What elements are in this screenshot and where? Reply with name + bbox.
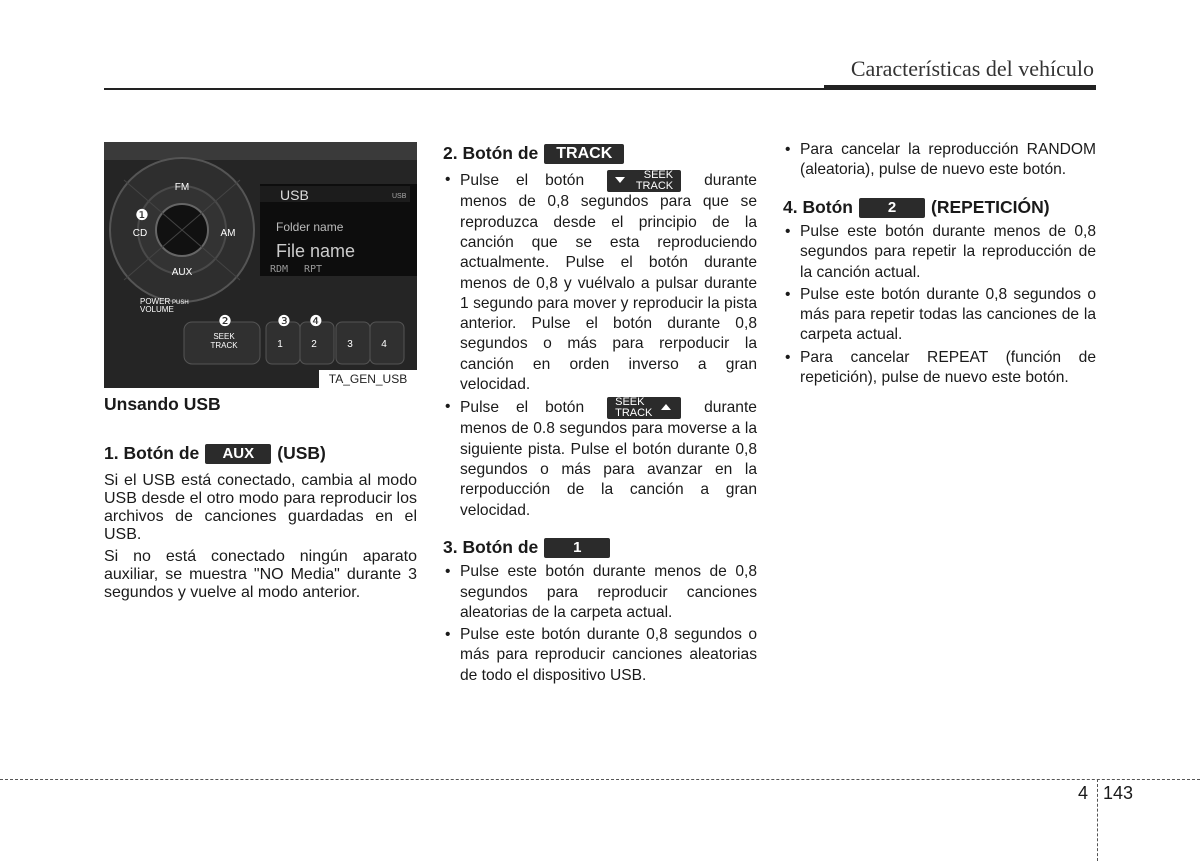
section-heading-track — [443, 143, 757, 164]
photo-caption: TA_GEN_USB — [319, 370, 417, 388]
seek-up-button-badge: SEEK TRACK — [607, 397, 681, 419]
footer-divider — [1097, 779, 1098, 861]
svg-text:POWER: POWER — [140, 297, 171, 306]
bullet-list — [443, 170, 757, 520]
page-title: Características del vehículo — [850, 56, 1094, 81]
svg-text:❶: ❶ — [135, 206, 149, 224]
heading-suffix: (REPETICIÓN) — [931, 196, 1050, 217]
track-button-badge: TRACK — [544, 144, 624, 164]
svg-text:AUX: AUX — [171, 267, 193, 278]
bullet-list — [443, 562, 757, 686]
list-item: • Pulse el botón SEEK TRACK durante menos de 0,8 segundos para que se reproduzca desde el principio de la canción que se esta reproduciendo actualmente. Pulse el botón durante menos de 0,8 y vuélvalo a pulsar durante 1 segundo para mover y reproducir la pista anterior. Pulse el botón durante 0,8 segundos o más para rerpoducir la canción en orden inverso a gran velocidad. — [443, 170, 757, 395]
column-2 — [443, 140, 757, 688]
list-item: • Para cancelar REPEAT (función de repetición), pulse de nuevo este botón. — [783, 348, 1096, 389]
list-item: • Pulse este botón durante 0,8 segundos o más para reproducir canciones aleatorias de todo el dispositivo USB. — [443, 625, 757, 686]
list-item: • Pulse el botón SEEK TRACK durante menos de 0.8 segundos para moverse a la siguiente pista. Pulse el botón durante 0,8 segundos o más para avanzar en la rerpoducción de la canción a gran velocidad. — [443, 397, 757, 520]
paragraph: Si no está conectado ningún aparato auxiliar, se muestra "NO Media" durante 3 segundos y vuelve al modo anterior. — [104, 548, 417, 601]
svg-text:RDM: RDM — [270, 264, 289, 275]
list-item: • Pulse este botón durante menos de 0,8 segundos para reproducir canciones aleatorias de la carpeta actual. — [443, 562, 757, 623]
section-heading-usb: Unsando USB — [104, 394, 221, 414]
svg-text:RPT: RPT — [304, 264, 323, 275]
header-rule-accent — [824, 85, 1096, 90]
svg-text:PUSH: PUSH — [172, 300, 189, 306]
radio-illustration — [104, 142, 417, 388]
svg-text:File name: File name — [276, 241, 356, 261]
preset-2-button-badge: 2 — [859, 198, 925, 218]
seek-down-button-badge: SEEK TRACK — [607, 170, 681, 192]
section-heading-repeat — [783, 197, 1096, 218]
svg-text:3: 3 — [347, 339, 353, 350]
heading-prefix: 3. Botón de — [443, 536, 539, 557]
svg-text:FM: FM — [174, 182, 190, 193]
svg-text:VOLUME: VOLUME — [140, 305, 174, 314]
column-3 — [783, 140, 1096, 390]
svg-text:❹: ❹ — [309, 312, 323, 330]
svg-text:AM: AM — [220, 228, 236, 239]
list-item: • Pulse este botón durante 0,8 segundos o más para repetir todas las canciones de la carpeta actual. — [783, 285, 1096, 346]
chapter-number: 4 — [1078, 783, 1089, 803]
heading-prefix: 4. Botón — [783, 196, 853, 217]
list-item: • Pulse este botón durante menos de 0,8 segundos para repetir la reproducción de la canción actual. — [783, 222, 1096, 283]
svg-text:❷: ❷ — [218, 312, 232, 330]
section-heading-aux — [104, 443, 326, 464]
heading-prefix: 1. Botón de — [104, 443, 200, 463]
svg-text:Folder name: Folder name — [276, 220, 344, 234]
svg-text:CD: CD — [132, 228, 148, 239]
svg-text:4: 4 — [381, 339, 387, 350]
heading-suffix: (USB) — [277, 443, 326, 463]
radio-photo — [104, 142, 417, 388]
svg-text:USB: USB — [280, 187, 309, 203]
section-heading-random — [443, 537, 757, 558]
footer-rule — [0, 779, 1200, 780]
bullet-list — [783, 222, 1096, 388]
svg-text:SEEK: SEEK — [213, 332, 235, 341]
preset-1-button-badge: 1 — [544, 538, 610, 558]
svg-text:USB: USB — [392, 193, 407, 200]
page-number: 143 — [1103, 783, 1134, 803]
bullet-list — [783, 140, 1096, 181]
paragraph: Si el USB está conectado, cambia al modo USB desde el otro modo para reproducir los archivos de canciones guardadas en el USB. — [104, 472, 417, 543]
arrow-up-icon — [661, 404, 671, 410]
list-item: • Para cancelar la reproducción RANDOM (aleatoria), pulse de nuevo este botón. — [783, 140, 1096, 181]
svg-text:1: 1 — [277, 339, 283, 350]
arrow-down-icon — [615, 177, 625, 183]
heading-prefix: 2. Botón de — [443, 143, 539, 163]
svg-text:TRACK: TRACK — [210, 341, 238, 350]
svg-text:❸: ❸ — [277, 312, 291, 330]
svg-text:2: 2 — [311, 339, 317, 350]
aux-button-badge: AUX — [205, 444, 271, 464]
